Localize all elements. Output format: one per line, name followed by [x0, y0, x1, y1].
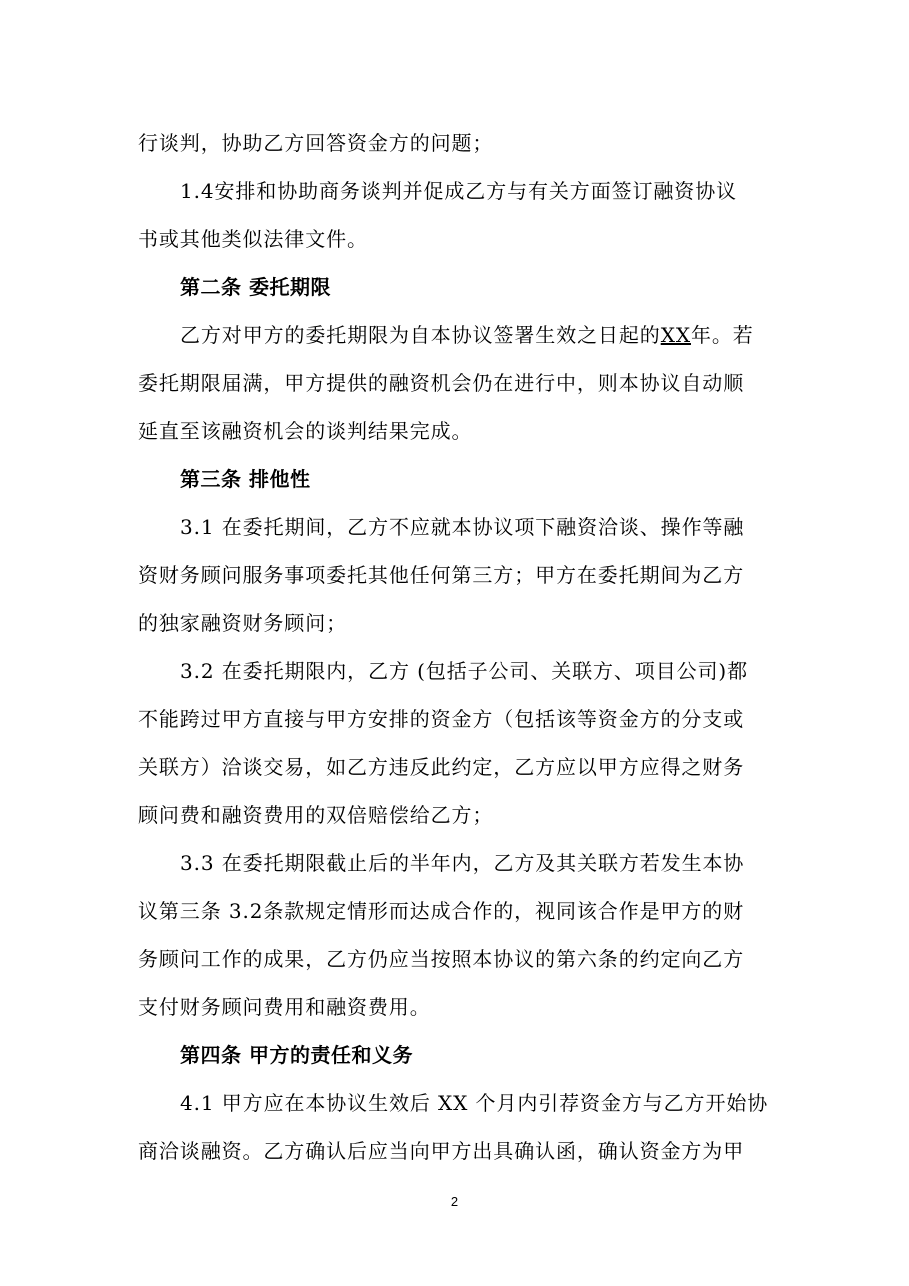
- body-line: 不能跨过甲方直接与甲方安排的资金方（包括该等资金方的分支或: [138, 707, 745, 731]
- article-2-line: [180, 321, 820, 349]
- body-line: 资财务顾问服务事项委托其他任何第三方；甲方在委托期间为乙方: [138, 563, 745, 587]
- body-line: 支付财务顾问费用和融资费用。: [138, 995, 431, 1019]
- article-4-heading: 第四条 甲方的责任和义务: [180, 1043, 413, 1067]
- term-placeholder: XX: [660, 323, 691, 347]
- body-line: 议第三条 3.2条款规定情形而达成合作的，视同该合作是甲方的财: [138, 899, 745, 923]
- body-line: 书或其他类似法律文件。: [138, 227, 368, 251]
- article-2-heading: 第二条 委托期限: [180, 275, 331, 299]
- clause-1-4-line: 1.4安排和协助商务谈判并促成乙方与有关方面签订融资协议: [180, 179, 738, 203]
- body-line: 行谈判，协助乙方回答资金方的问题；: [138, 131, 494, 155]
- body-text: 乙方对甲方的委托期限为自本协议签署生效之日起的: [180, 323, 661, 347]
- clause-3-2-line: 3.2 在委托期限内，乙方 (包括子公司、关联方、项目公司)都: [180, 659, 749, 683]
- body-line: 延直至该融资机会的谈判结果完成。: [138, 419, 473, 443]
- body-line: 顾问费和融资费用的双倍赔偿给乙方；: [138, 803, 494, 827]
- body-line: 的独家融资财务顾问；: [138, 611, 347, 635]
- clause-3-3-line: 3.3 在委托期限截止后的半年内，乙方及其关联方若发生本协: [180, 851, 745, 875]
- body-line: 委托期限届满，甲方提供的融资机会仍在进行中，则本协议自动顺: [138, 371, 745, 395]
- clause-3-1-line: 3.1 在委托期间，乙方不应就本协议项下融资洽谈、操作等融: [180, 515, 745, 539]
- body-line: 商洽谈融资。乙方确认后应当向甲方出具确认函，确认资金方为甲: [138, 1139, 745, 1163]
- body-line: 关联方）洽谈交易，如乙方违反此约定，乙方应以甲方应得之财务: [138, 755, 745, 779]
- body-text: 年。若: [690, 323, 754, 347]
- clause-4-1-line: 4.1 甲方应在本协议生效后 XX 个月内引荐资金方与乙方开始协: [180, 1091, 769, 1115]
- page-number: 2: [450, 1194, 459, 1209]
- article-3-heading: 第三条 排他性: [180, 467, 311, 491]
- body-line: 务顾问工作的成果，乙方仍应当按照本协议的第六条的约定向乙方: [138, 947, 745, 971]
